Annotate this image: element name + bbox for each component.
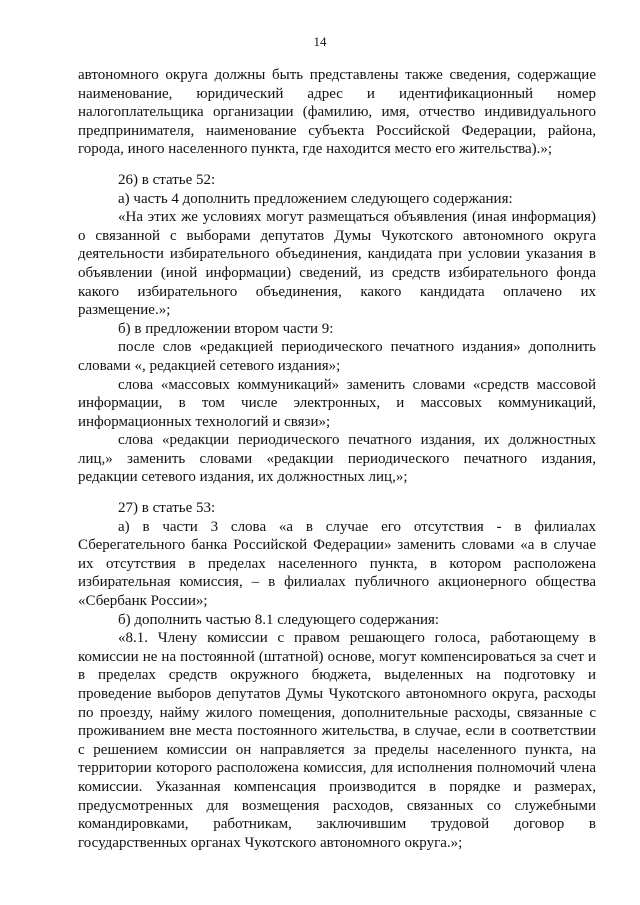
item-26-a-quote: «На этих же условиях могут размещаться объявления (иная информация) о связанной с выборами депутатов Думы Чукотского автономного округа деятельности избирательного объединения, кандидата при условии указания в объявлении (иной информации) сведений, из средств избирательного фонда какого избирательного объединения, какого кандидата оплачено их размещение.»;	[78, 209, 596, 319]
page-number: 14	[313, 34, 327, 49]
item-27-a: а) в части 3 слова «а в случае его отсутствия - в филиалах Сберегательного банка Российской Федерации» заменить словами «а в случае их отсутствия в пределах населенного пункта, в котором расположена избирательная комиссия, – в филиалах публичного акционерного общества «Сбербанк России»;	[78, 518, 596, 610]
item-27-b-quote: «8.1. Члену комиссии с правом решающего голоса, работающему в комиссии не на постоянной (штатной) основе, могут компенсироваться за счет и в пределах средств окружного бюджета, выделенных на подготовку и проведение выборов депутатов Думы Чукотского автономного округа, расходы по проезду, найму жилого помещения, дополнительные расходы, связанные с проживанием вне места постоянного жительства, в случае, если в соответствии с решением комиссии он направляется за пределы населенного пункта, на территории которого расположена комиссия, для исполнения полномочий члена комиссии. Указанная компенсация производится в порядке и размерах, предусмотренных для возмещения расходов, связанных со служебными командировками, работникам, заключившим трудовой договор в государственных органах Чукотского автономного округа.»;	[78, 630, 596, 851]
item-26-b-1: после слов «редакцией периодического печатного издания» дополнить словами «, редакцией сетевого издания»;	[78, 339, 596, 374]
item-26-b: б) в предложении втором части 9:	[118, 320, 334, 337]
item-27-heading: 27) в статье 53:	[118, 500, 216, 517]
document-body	[78, 66, 596, 852]
spacer	[78, 159, 596, 171]
item-26-a: а) часть 4 дополнить предложением следующего содержания:	[118, 190, 513, 207]
item-27-b: б) дополнить частью 8.1 следующего содержания:	[118, 611, 440, 628]
paragraph-continuation: автономного округа должны быть представлены также сведения, содержащие наименование, юридический адрес и идентификационный номер налогоплательщика организации (фамилию, имя, отчество индивидуального предпринимателя, наименование субъекта Российской Федерации, района, города, иного населенного пункта, где находится место его жительства).»;	[78, 67, 596, 158]
spacer	[78, 487, 596, 499]
item-26-b-3: слова «редакции периодического печатного издания, их должностных лиц,» заменить словами «редакции периодического печатного издания, редакции сетевого издания, их должностных лиц,»;	[78, 432, 596, 486]
item-26-b-2: слова «массовых коммуникаций» заменить словами «средств массовой информации, в том числе электронных, и массовых коммуникаций, информационных технологий и связи»;	[78, 376, 596, 430]
item-26-heading: 26) в статье 52:	[118, 171, 216, 188]
